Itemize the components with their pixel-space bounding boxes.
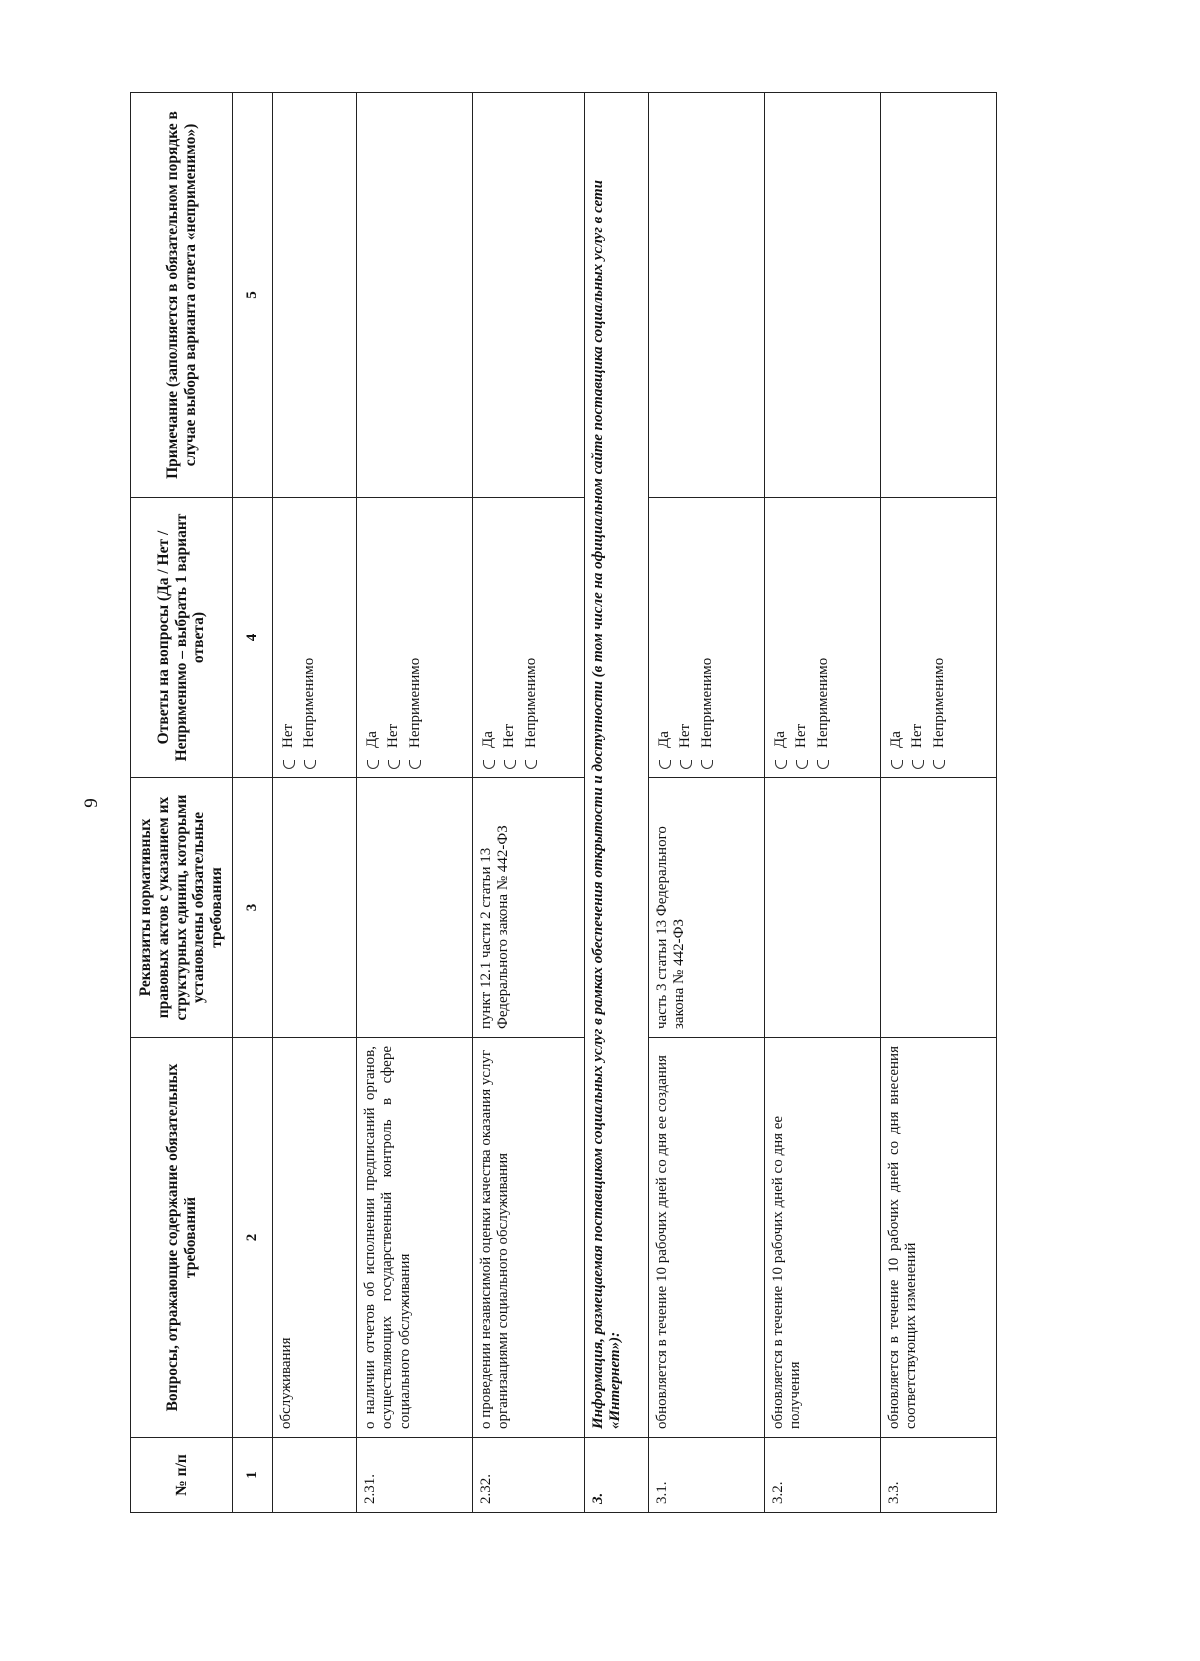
answer-option-label: Нет (677, 723, 694, 748)
radio-button-icon[interactable] (304, 760, 316, 769)
radio-button-icon[interactable] (504, 760, 516, 769)
answer-option[interactable] (280, 506, 297, 769)
section-row (585, 93, 649, 1513)
row-note[interactable] (765, 93, 881, 498)
answer-option[interactable] (501, 506, 518, 769)
answer-option-label: Неприменимо (522, 657, 539, 748)
radio-button-icon[interactable] (796, 760, 808, 769)
column-number: 5 (233, 93, 273, 498)
answer-option-label: Неприменимо (301, 657, 318, 748)
answer-option[interactable] (480, 506, 497, 769)
row-answers (881, 498, 997, 778)
answer-option-label: Да (364, 731, 380, 748)
radio-button-icon[interactable] (680, 760, 692, 769)
answer-option-label: Нет (909, 723, 926, 748)
radio-button-icon[interactable] (283, 760, 295, 769)
answer-option[interactable] (793, 506, 810, 769)
answer-option[interactable] (656, 506, 673, 769)
answer-option[interactable] (699, 506, 716, 769)
table-row (273, 93, 357, 1513)
radio-button-icon[interactable] (891, 760, 903, 769)
radio-button-icon[interactable] (388, 760, 400, 769)
row-note[interactable] (473, 93, 585, 498)
header-number: № п/п (131, 1438, 233, 1513)
answer-option-label: Нет (280, 723, 296, 748)
row-reference (881, 778, 997, 1038)
table-row (881, 93, 997, 1513)
answer-option-label: Неприменимо (814, 657, 831, 748)
row-answers (357, 498, 473, 778)
row-reference (765, 778, 881, 1038)
answer-option-label: Неприменимо (698, 657, 715, 748)
table-row (357, 93, 473, 1513)
row-number: 2.32. (473, 1438, 585, 1513)
row-answers (649, 498, 765, 778)
answer-option-label: Да (656, 731, 672, 748)
answer-option-label: Да (480, 731, 496, 748)
row-question: обслуживания (273, 1038, 357, 1438)
answer-option[interactable] (772, 506, 789, 769)
answer-option-label: Неприменимо (930, 657, 947, 748)
answer-option[interactable] (909, 506, 926, 769)
row-number (273, 1438, 357, 1513)
answer-option-label: Неприменимо (406, 657, 423, 748)
answer-option-label: Нет (501, 723, 518, 748)
answer-option[interactable] (677, 506, 694, 769)
radio-button-icon[interactable] (483, 760, 495, 769)
row-number: 2.31. (357, 1438, 473, 1513)
radio-button-icon[interactable] (775, 760, 787, 769)
answer-option[interactable] (407, 506, 424, 769)
answer-option[interactable] (523, 506, 540, 769)
radio-button-icon[interactable] (817, 760, 829, 769)
radio-button-icon[interactable] (912, 760, 924, 769)
answer-option-label: Нет (385, 723, 402, 748)
row-question: о проведении независимой оценки качества оказания услуг организациями социального обслуживания (473, 1038, 585, 1438)
answer-option-label: Да (888, 731, 904, 748)
row-question: обновляется в течение 10 рабочих дней со дня внесения соответствующих изменений (881, 1038, 997, 1438)
column-number: 1 (233, 1438, 273, 1513)
row-note[interactable] (273, 93, 357, 498)
column-number: 3 (233, 778, 273, 1038)
row-question: обновляется в течение 10 рабочих дней со дня ее получения (765, 1038, 881, 1438)
radio-button-icon[interactable] (409, 760, 421, 769)
header-notes: Примечание (заполняется в обязательном порядке в случае выбора варианта ответа «неприменимо») (131, 93, 233, 498)
answer-option[interactable] (815, 506, 832, 769)
row-reference: часть 3 статьи 13 Федерального закона № 442-ФЗ (649, 778, 765, 1038)
row-note[interactable] (649, 93, 765, 498)
answer-option-label: Да (772, 731, 788, 748)
row-question: о наличии отчетов об исполнении предписаний органов, осуществляющих государственный контроль в сфере социального обслуживания (357, 1038, 473, 1438)
rotated-table-container (130, 93, 1130, 1513)
radio-button-icon[interactable] (933, 760, 945, 769)
answer-option-label: Нет (793, 723, 810, 748)
row-reference (273, 778, 357, 1038)
answer-option[interactable] (385, 506, 402, 769)
answer-option[interactable] (931, 506, 948, 769)
column-number-row (233, 93, 273, 1513)
radio-button-icon[interactable] (525, 760, 537, 769)
radio-button-icon[interactable] (367, 760, 379, 769)
answer-option[interactable] (364, 506, 381, 769)
row-number: 3.1. (649, 1438, 765, 1513)
row-reference: пункт 12.1 части 2 статьи 13 Федерального закона № 442-ФЗ (473, 778, 585, 1038)
answer-option[interactable] (888, 506, 905, 769)
answer-option[interactable] (301, 506, 318, 769)
column-number: 4 (233, 498, 273, 778)
header-row (131, 93, 233, 1513)
row-note[interactable] (881, 93, 997, 498)
row-answers (765, 498, 881, 778)
header-answers: Ответы на вопросы (Да / Нет / Неприменимо – выбрать 1 вариант ответа) (131, 498, 233, 778)
column-number: 2 (233, 1038, 273, 1438)
row-answers (273, 498, 357, 778)
row-number: 3.2. (765, 1438, 881, 1513)
requirements-table (130, 92, 997, 1513)
table-row (473, 93, 585, 1513)
table-row (649, 93, 765, 1513)
table-row (765, 93, 881, 1513)
row-note[interactable] (357, 93, 473, 498)
section-number: 3. (585, 1438, 649, 1513)
row-answers (473, 498, 585, 778)
radio-button-icon[interactable] (701, 760, 713, 769)
row-number: 3.3. (881, 1438, 997, 1513)
header-references: Реквизиты нормативных правовых актов с указанием их структурных единиц, которыми установлены обязательные требования (131, 778, 233, 1038)
page-number: 9 (81, 798, 102, 808)
row-question: обновляется в течение 10 рабочих дней со дня ее создания (649, 1038, 765, 1438)
radio-button-icon[interactable] (659, 760, 671, 769)
header-questions: Вопросы, отражающие содержание обязательных требований (131, 1038, 233, 1438)
row-reference (357, 778, 473, 1038)
section-title: Информация, размещаемая поставщиком социальных услуг в рамках обеспечения открытости и доступности (в том числе на официальном сайте поставщика социальных услуг в сети «Интернет»): (585, 93, 649, 1438)
